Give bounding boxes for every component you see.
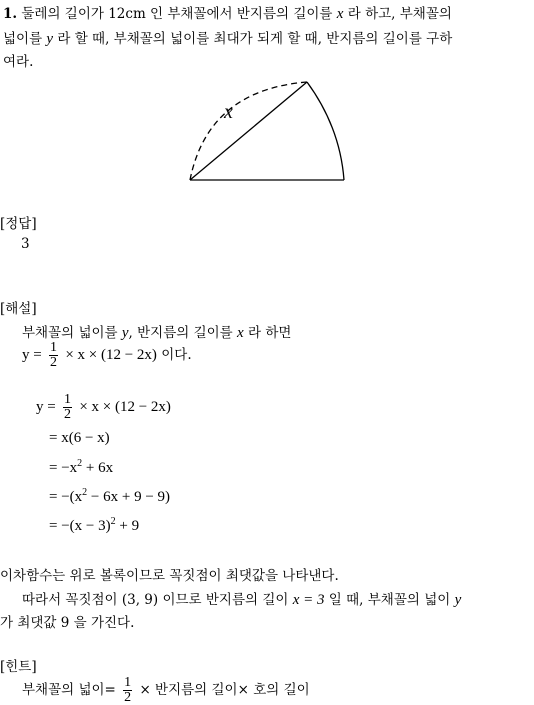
text: 따라서 꼭짓점이 (3, 9) 이므로 반지름의 길이 xyxy=(22,592,289,608)
text: − 6x + 9 − 9) xyxy=(90,489,171,505)
problem-text: 넓이를 xyxy=(3,31,43,47)
text: 이다. xyxy=(161,347,192,363)
text: 부채꼴의 넓이를 xyxy=(22,325,118,341)
fraction-half xyxy=(49,341,58,370)
problem-text: 라 할 때, 부채꼴의 넓이를 최대가 되게 할 때, 반지름의 길이를 구하 xyxy=(57,31,453,47)
answer-value: 3 xyxy=(21,236,30,252)
derivation-step-4 xyxy=(49,516,139,535)
conclusion-line-3: 가 최댓값 9 을 가진다. xyxy=(0,615,135,631)
var-y: y xyxy=(121,325,129,341)
frac-num: 1 xyxy=(50,340,58,355)
exponent: 2 xyxy=(77,458,83,469)
frac-den: 2 xyxy=(64,407,72,422)
derivation-step-3 xyxy=(49,487,170,506)
derivation-step-2 xyxy=(49,458,113,477)
text: 일 때, 부채꼴의 넓이 xyxy=(328,592,451,608)
frac-den: 2 xyxy=(50,355,58,370)
exponent: 2 xyxy=(110,516,116,527)
exponent: 2 xyxy=(82,487,88,498)
problem-number: 1. xyxy=(3,6,18,22)
var-x-eq: x = 3 xyxy=(292,592,325,608)
hint-formula xyxy=(22,676,310,705)
text: + 9 xyxy=(119,518,140,534)
text: 라 하면 xyxy=(247,325,292,341)
text: = −x xyxy=(49,460,78,476)
fraction-half xyxy=(63,393,72,422)
text: = −(x − 3) xyxy=(49,518,111,534)
text: × 반지름의 길이× 호의 길이 xyxy=(139,682,310,698)
frac-den: 2 xyxy=(124,690,132,705)
var-x: x xyxy=(237,325,244,341)
text: + 6x xyxy=(85,460,114,476)
conclusion-line-2 xyxy=(22,588,461,609)
problem-text: 둘레의 길이가 12cm 인 부채꼴에서 반지름의 길이를 xyxy=(21,6,333,22)
problem-line-2 xyxy=(3,27,452,48)
text: = −(x xyxy=(49,489,83,505)
solution-heading: [해설] xyxy=(0,301,37,317)
solution-equation xyxy=(22,341,192,370)
answer-heading: [정답] xyxy=(0,216,37,232)
frac-num: 1 xyxy=(124,675,132,690)
eq-lhs: y = xyxy=(22,347,42,363)
var-y: y xyxy=(454,592,462,608)
text: 부채꼴의 넓이= xyxy=(22,682,116,698)
var-y: y xyxy=(46,31,54,47)
derivation-step-0 xyxy=(36,393,171,422)
fraction-half xyxy=(123,676,132,705)
var-x: x xyxy=(336,6,344,22)
derivation-step-1: = x(6 − x) xyxy=(49,430,110,446)
sector-figure xyxy=(180,72,355,187)
figure-label-x: x xyxy=(224,101,233,123)
hint-heading: [힌트] xyxy=(0,659,37,675)
solution-intro xyxy=(22,321,291,342)
solid-arc xyxy=(307,82,344,180)
problem-line-3: 여라. xyxy=(3,54,34,70)
eq-rhs: × x × (12 − 2x) xyxy=(65,347,157,363)
problem-text: 라 하고, 부채꼴의 xyxy=(347,6,452,22)
step-lhs: y = xyxy=(36,399,56,415)
text: , 반지름의 길이를 xyxy=(128,325,233,341)
conclusion-line-1: 이차함수는 위로 볼록이므로 꼭짓점이 최댓값을 나타낸다. xyxy=(0,568,339,584)
step-rhs: × x × (12 − 2x) xyxy=(79,399,171,415)
frac-num: 1 xyxy=(64,392,72,407)
problem-line-1 xyxy=(3,2,452,23)
